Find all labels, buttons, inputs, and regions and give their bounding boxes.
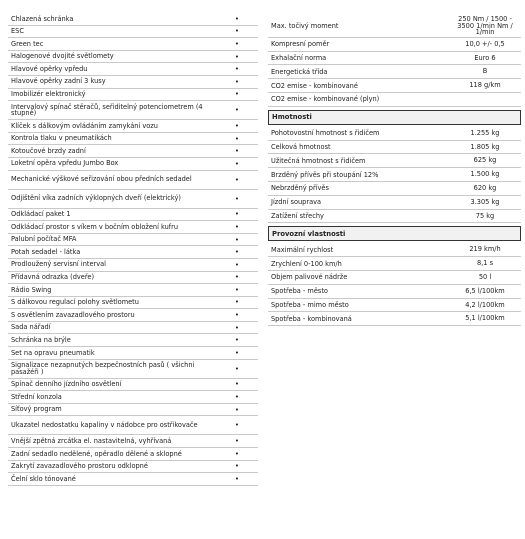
performance-row-label: Zrychlení 0-100 km/h [271, 259, 342, 268]
performance-section-header: Provozní vlastnosti [268, 226, 521, 241]
performance-row [268, 312, 521, 326]
engine-row [268, 93, 521, 107]
performance-row-value: 219 km/h [469, 245, 501, 254]
equipment-row [8, 448, 258, 461]
weights-row-label: Pohotovostní hmotnost s řidičem [271, 129, 380, 138]
weights-row-label: Celková hmotnost [271, 142, 331, 151]
equipment-row-label: Vnější zpětná zrcátka el. nastavitelná, vyhřívaná [11, 436, 172, 445]
equipment-row-label: S osvětlením zavazadlového prostoru [11, 310, 135, 319]
equipment-row-value: • [234, 323, 240, 332]
equipment-row-value: • [234, 475, 240, 484]
performance-row-value: 8,1 s [476, 259, 494, 268]
engine-row [268, 65, 521, 79]
engine-row [268, 79, 521, 93]
equipment-row-label: Sada nářadí [11, 323, 51, 332]
performance-row [268, 285, 521, 299]
weights-row [268, 154, 521, 168]
equipment-row [8, 133, 258, 146]
equipment-row-label: Hlavové opěrky vpředu [11, 64, 88, 73]
equipment-row-value: • [234, 90, 240, 99]
engine-row-value: B [482, 67, 488, 76]
equipment-row-label: Palubní počítač MFA [11, 235, 77, 244]
equipment-row [8, 347, 258, 360]
equipment-row-label: Odkládací paket 1 [11, 210, 71, 219]
equipment-row-value: • [234, 437, 240, 446]
engine-row [268, 15, 521, 38]
performance-row-label: Objem palivové nádrže [271, 273, 348, 282]
equipment-row-value: • [234, 311, 240, 320]
equipment-row-label: Zakrytí zavazadlového prostoru odklopné [11, 462, 148, 471]
equipment-row-value: • [234, 285, 240, 294]
equipment-row-value: • [234, 106, 240, 115]
engine-row-value: 10,0 +/- 0,5 [465, 39, 505, 48]
engine-row-value: 250 Nm / 1500 - 3500 1/min Nm / 1/min [457, 15, 513, 37]
performance-row-label: Spotřeba - kombinovaná [271, 314, 352, 323]
equipment-row-value: • [234, 364, 240, 373]
equipment-row [8, 322, 258, 335]
equipment-row-label: Set na opravu pneumatik [11, 348, 95, 357]
equipment-row-value: • [234, 175, 240, 184]
engine-row-label: CO2 emise - kombinované (plyn) [271, 95, 380, 104]
equipment-row-label: Signalizace nezapnutých bezpečnostních pasů ( všichni pasažéři ) [11, 361, 195, 376]
engine-row-label: Energetická třída [271, 67, 328, 76]
equipment-row-value: • [234, 462, 240, 471]
equipment-row [8, 334, 258, 347]
equipment-row-value: • [234, 77, 240, 86]
equipment-row-label: Chlazená schránka [11, 14, 74, 23]
equipment-row-label: Mechanické výškové seřizování obou předních sedadel [11, 175, 192, 184]
equipment-row-value: • [234, 147, 240, 156]
equipment-row [8, 145, 258, 158]
equipment-row [8, 309, 258, 322]
equipment-row-label: Spínač denního jízdního osvětlení [11, 380, 122, 389]
equipment-row [8, 190, 258, 209]
equipment-row-value: • [234, 14, 240, 23]
performance-row [268, 257, 521, 271]
engine-row [268, 52, 521, 66]
weights-row-label: Nebrzděný přívěs [271, 184, 329, 193]
equipment-row-value: • [234, 134, 240, 143]
equipment-row [8, 101, 258, 120]
equipment-row-label: Imobilizér elektronický [11, 90, 86, 99]
equipment-row-label: Halogenové dvojité světlomety [11, 52, 114, 61]
equipment-row [8, 221, 258, 234]
equipment-row-value: • [234, 273, 240, 282]
weights-table [268, 127, 521, 224]
equipment-row-label: Ukazatel nedostatku kapaliny v nádobce pro ostřikovače [11, 421, 198, 430]
equipment-row-value: • [234, 393, 240, 402]
engine-row [268, 38, 521, 52]
weights-row-label: Užitečná hmotnost s řidičem [271, 156, 366, 165]
equipment-row-value: • [234, 260, 240, 269]
equipment-row-value: • [234, 39, 240, 48]
equipment-row [8, 391, 258, 404]
equipment-row-value: • [234, 348, 240, 357]
engine-row-value: 118 g/km [469, 81, 501, 90]
engine-row-label: CO2 emise - kombinované [271, 81, 358, 90]
equipment-row [8, 259, 258, 272]
equipment-row [8, 435, 258, 448]
weights-row-value: 620 kg [473, 184, 497, 193]
weights-row [268, 141, 521, 155]
weights-row-value: 1.805 kg [470, 142, 500, 151]
weights-row [268, 127, 521, 141]
engine-specs-table [268, 15, 521, 107]
weights-row [268, 182, 521, 196]
performance-row-value: 5,1 l/100km [465, 314, 505, 323]
equipment-row [8, 461, 258, 474]
equipment-row [8, 89, 258, 102]
equipment-row [8, 38, 258, 51]
equipment-row [8, 76, 258, 89]
weights-row [268, 196, 521, 210]
equipment-row-label: Přídavná odrazka (dveře) [11, 273, 95, 281]
weights-row-value: 625 kg [473, 156, 497, 165]
equipment-row-label: Intervalový spínač stěračů, seřiditelný potenciometrem (4 stupně) [11, 102, 203, 118]
equipment-list [8, 13, 258, 486]
weights-row [268, 210, 521, 224]
equipment-row [8, 284, 258, 297]
equipment-row-value: • [234, 421, 240, 430]
equipment-row [8, 171, 258, 190]
equipment-row [8, 26, 258, 39]
equipment-row-value: • [234, 159, 240, 168]
performance-row-label: Spotřeba - město [271, 287, 328, 296]
equipment-row-value: • [234, 235, 240, 244]
equipment-row-label: Schránka na brýle [11, 335, 71, 344]
equipment-row-label: Odkládací prostor s víkem v bočním obložení kufru [11, 222, 179, 231]
equipment-row-label: ESC [11, 27, 24, 36]
weights-row-value: 1.255 kg [470, 128, 500, 137]
equipment-row-label: Síťový program [11, 405, 62, 414]
performance-table [268, 243, 521, 326]
performance-row-value: 6,5 l/100km [465, 286, 505, 295]
weights-row-label: Jízdní souprava [271, 198, 322, 207]
equipment-row [8, 234, 258, 247]
equipment-row-value: • [234, 65, 240, 74]
performance-row [268, 299, 521, 313]
engine-row-label: Max. točivý moment [271, 21, 339, 30]
equipment-row-label: Zadní sedadlo nedělené, opěradlo dělené a sklopné [11, 449, 182, 458]
equipment-row-value: • [234, 380, 240, 389]
equipment-row-value: • [234, 121, 240, 130]
weights-row-value: 1.500 kg [470, 170, 500, 179]
equipment-row-label: S dálkovou regulací polohy světlometu [11, 298, 139, 307]
performance-row [268, 243, 521, 257]
equipment-row-value: • [234, 222, 240, 231]
performance-row-value: 4,2 l/100km [465, 300, 505, 309]
equipment-row-label: Rádio Swing [11, 285, 52, 294]
engine-row-label: Kompresní poměr [271, 40, 330, 49]
equipment-row-label: Kontrola tlaku v pneumatikách [11, 134, 112, 143]
equipment-row-label: Potah sedadel - látka [11, 247, 81, 256]
equipment-row [8, 473, 258, 486]
equipment-row-value: • [234, 405, 240, 414]
equipment-row-value: • [234, 27, 240, 36]
equipment-row [8, 297, 258, 310]
equipment-row-label: Prodloužený servisní interval [11, 260, 107, 269]
equipment-row [8, 51, 258, 64]
engine-row-value: Euro 6 [474, 53, 496, 62]
performance-row [268, 271, 521, 285]
equipment-row-label: Střední konzola [11, 392, 62, 401]
performance-row-label: Maximální rychlost [271, 245, 334, 254]
equipment-row-value: • [234, 298, 240, 307]
equipment-row [8, 379, 258, 392]
equipment-row [8, 416, 258, 435]
engine-row-label: Exhalační norma [271, 53, 327, 62]
equipment-row-value: • [234, 336, 240, 345]
equipment-row-label: Odjištění víka zadních výklopných dveří (elektrický) [11, 194, 181, 203]
equipment-row-label: Klíček s dálkovým ovládáním zamykání vozu [11, 121, 158, 130]
equipment-row-label: Kotoučové brzdy zadní [11, 146, 86, 155]
equipment-row-value: • [234, 210, 240, 219]
equipment-row-label: Loketní opěra vpředu Jumbo Box [11, 159, 119, 168]
weights-row [268, 168, 521, 182]
equipment-row-value: • [234, 248, 240, 257]
equipment-row [8, 13, 258, 26]
equipment-row [8, 120, 258, 133]
equipment-row [8, 63, 258, 76]
equipment-row-label: Green tec [11, 39, 44, 48]
specs-panel [268, 15, 521, 326]
equipment-row-value: • [234, 194, 240, 203]
weights-row-value: 3.305 kg [470, 197, 500, 206]
weights-section-header: Hmotnosti [268, 110, 521, 125]
equipment-row-label: Čelní sklo tónované [11, 474, 76, 483]
engine-row-value [449, 98, 521, 100]
equipment-row [8, 209, 258, 222]
equipment-row-value: • [234, 52, 240, 61]
performance-row-value: 50 l [478, 273, 492, 282]
equipment-row [8, 272, 258, 285]
equipment-row-label: Hlavové opěrky zadní 3 kusy [11, 77, 106, 86]
equipment-row [8, 360, 258, 379]
performance-row-label: Spotřeba - mimo město [271, 300, 349, 309]
equipment-row-value: • [234, 449, 240, 458]
weights-row-label: Brzděný přívěs při stoupání 12% [271, 170, 379, 179]
weights-row-value: 75 kg [475, 211, 495, 220]
equipment-row [8, 404, 258, 417]
equipment-row [8, 158, 258, 171]
weights-row-label: Zatížení střechy [271, 211, 324, 220]
equipment-row [8, 246, 258, 259]
